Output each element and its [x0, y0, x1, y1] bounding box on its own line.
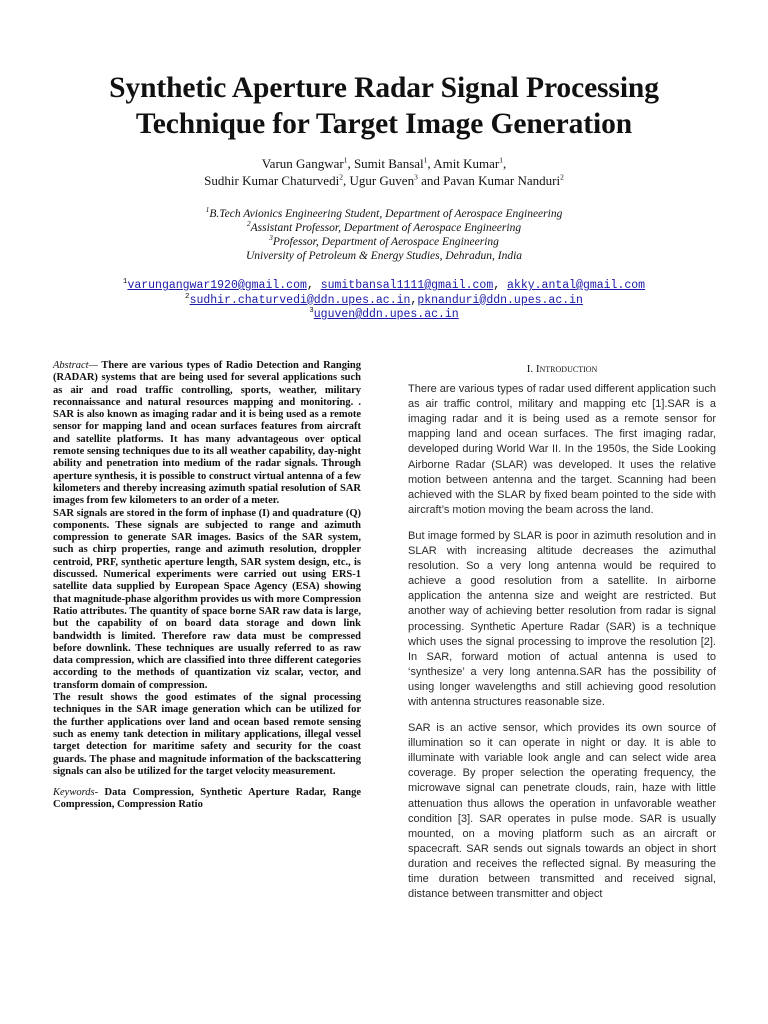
author-sup: 1 [499, 155, 504, 165]
author-name: Sudhir Kumar Chaturvedi [204, 173, 340, 188]
author-list [0, 155, 768, 189]
author-name: Sumit Bansal [353, 156, 424, 171]
abstract-paragraph: SAR signals are stored in the form of inphase (I) and quadrature (Q) components. These signals are subjected to range and azimuth compression to generate SAR images. Basics of the SAR system, such as chirp properties, range and azimuth resolution, droppler centroid, PRF, synthetic aperture length, SAR system design, etc., is discussed. Numerical experiments were carried out using ERS-1 satellite data supplied by European Space Agency (ESA) showing that magnitude-phase algorithm provides us with more Compression Ratio attributes. The quantity of space borne SAR raw data is large, but the capability of on board data storage and down link bandwidth is limited. Therefore raw data must be compressed before downlink. These techniques are usually referred to as raw data compression, which are classified into three different categories according to the methods of quantization viz scalar, vector, and transform domain of compression. [53, 507, 361, 691]
affiliation-line [0, 235, 768, 249]
author-sup: 2 [560, 172, 564, 182]
affil-sup: 3 [269, 233, 273, 243]
abstract-paragraph [53, 360, 361, 508]
email-line-1: $^1$varungangwar1920@gmail.com, sumitbansal1111@gmail.com, akky.antal@gmail.com [122, 278, 646, 292]
email-line-2: $^2$sudhir.chaturvedi@ddn.upes.ac.in,pknanduri@ddn.upes.ac.in [185, 292, 583, 307]
intro-paragraph: SAR is an active sensor, which provides its own source of illumination so it can operate in night or day. It is able to illuminate with variable look angle and can select wide area coverage. By proper selection the operating frequency, the microwave signal can penetrate clouds, rain, haze with little attenuation thus allows the operation in unfavorable weather condition [3]. SAR operates in pulse mode. SAR is usually mounted, on a moving platform such as an aircraft or spacecraft. SAR sends out signals towards an object in short duration and receives the reflected signal. By measuring the time duration between transmitted and received signal, distance between transmitter and object [408, 722, 716, 901]
intro-paragraph: There are various types of radar used different application such as air traffic control, military and mapping etc [1].SAR is a imaging radar and it is being used as a remote sensor for mapping land and ocean surfaces. The first imaging radar, developed during World War II. In the 1950s, the Side Looking Airborne Radar (SLAR) was developed. It uses the relative motion between antenna and the target. Scanning had been achieved with the SLAR by fixed beam pointed to the side with aircraft’s motion moving the beam across the land. [408, 383, 716, 516]
affiliation-line [0, 207, 768, 221]
abstract-paragraph: The result shows the good estimates of the signal processing techniques in the SAR image generation which can be utilized for the further applications over land and ocean based remote sensing such as enemy tank detection in military applications, illegal vessel target detection for maritime safety and security for the coast guards. The phase and magnitude information of the backscattering signals can also be utilized for the target velocity measurement. [53, 692, 361, 777]
email-sup: 2 [185, 292, 190, 301]
author-sup: 3 [414, 172, 418, 182]
email-link[interactable]: sumitbansal1111@gmail.com [320, 279, 494, 292]
title-line-1: Synthetic Aperture Radar Signal Processing [109, 72, 659, 104]
author-name: Amit Kumar [433, 156, 500, 171]
author-name: Ugur Guven [349, 173, 415, 188]
email-sup: 3 [309, 307, 314, 316]
affiliations [0, 207, 768, 263]
abstract-lead: Abstract— [53, 360, 98, 371]
keywords [53, 787, 361, 812]
email-link[interactable]: akky.antal@gmail.com [507, 279, 646, 292]
abstract-text: There are various types of Radio Detection and Ranging (RADAR) systems that are being used for several applications such as air and road traffic controlling, sports, weather, military reconnaissance and natural resources mapping and monitoring. . SAR is also known as imaging radar and it is being used as a remote sensor for mapping land and ocean surfaces features from aircraft and satellite platforms. It has many advantageous over optical remote sensing techniques due to its all weather capability, day-night ability and penetration into medium of the radar signals. Through aperture synthesis, it is possible to construct virtual antenna of a few kilometers and thereby increasing azimuth spatial resolution of SAR images from few kilometers to an order of a meter. [53, 360, 361, 507]
email-sup: 1 [122, 278, 128, 287]
email-link[interactable]: uguven@ddn.upes.ac.in [313, 308, 459, 321]
keywords-lead: Keywords- [53, 787, 99, 799]
affil-text: B.Tech Avionics Engineering Student, Department of Aerospace Engineering [209, 208, 563, 220]
author-name: Pavan Kumar Nanduri [443, 173, 561, 188]
affil-sup: 1 [205, 205, 210, 215]
section-number: I. [526, 363, 536, 375]
author-line-1: Varun Gangwar$^1$, Sumit Bansal$^1$, Amit Kumar$^1$, [261, 155, 507, 171]
email-link[interactable]: pknanduri@ddn.upes.ac.in [417, 293, 583, 307]
author-sup: 1 [343, 155, 348, 165]
affil-text: Assistant Professor, Department of Aerospace Engineering [250, 222, 522, 234]
affil-sup: 2 [246, 219, 251, 229]
email-link[interactable]: varungangwar1920@gmail.com [127, 279, 307, 292]
affiliation-line [0, 249, 768, 263]
author-line-2: Sudhir Kumar Chaturvedi$^2$, Ugur Guven$^3$ and Pavan Kumar Nanduri$^2$ [204, 172, 564, 188]
affil-text: University of Petroleum & Energy Studies, Dehradun, India [245, 250, 523, 262]
section-heading [408, 362, 716, 377]
keywords-text: Data Compression, Synthetic Aperture Radar, Range Compression, Compression Ratio [53, 787, 361, 811]
email-link[interactable]: sudhir.chaturvedi@ddn.upes.ac.in [189, 293, 411, 307]
paper-title [20, 70, 748, 142]
author-sup: 1 [423, 155, 428, 165]
affiliation-line [0, 221, 768, 235]
section-title: Introduction [535, 363, 598, 375]
abstract-column [53, 360, 361, 812]
email-list [0, 279, 768, 323]
author-sup: 2 [339, 172, 343, 182]
author-name: Varun Gangwar [261, 156, 344, 171]
email-line-3 [0, 308, 768, 323]
affil-text: Professor, Department of Aerospace Engineering [272, 236, 499, 248]
intro-column [408, 362, 716, 913]
intro-paragraph: But image formed by SLAR is poor in azimuth resolution and in SLAR with increasing altitude decreases the azimuthal resolution. So a very long antenna would be required to achieve a good resolution from a satellite. In airborne application the antenna size and weight are restricted. But another way of achieving better resolution from radar is signal processing. Synthetic Aperture Radar (SAR) is a technique which uses the signal processing to improve the resolution [2]. In SAR, forward motion of actual antenna is used to ‘synthesize’ a very long antenna.SAR has the possibility of using longer wavelengths and still achieving good resolution with antenna structures reasonable size. [408, 529, 716, 708]
title-line-2: Technique for Target Image Generation [135, 108, 633, 140]
